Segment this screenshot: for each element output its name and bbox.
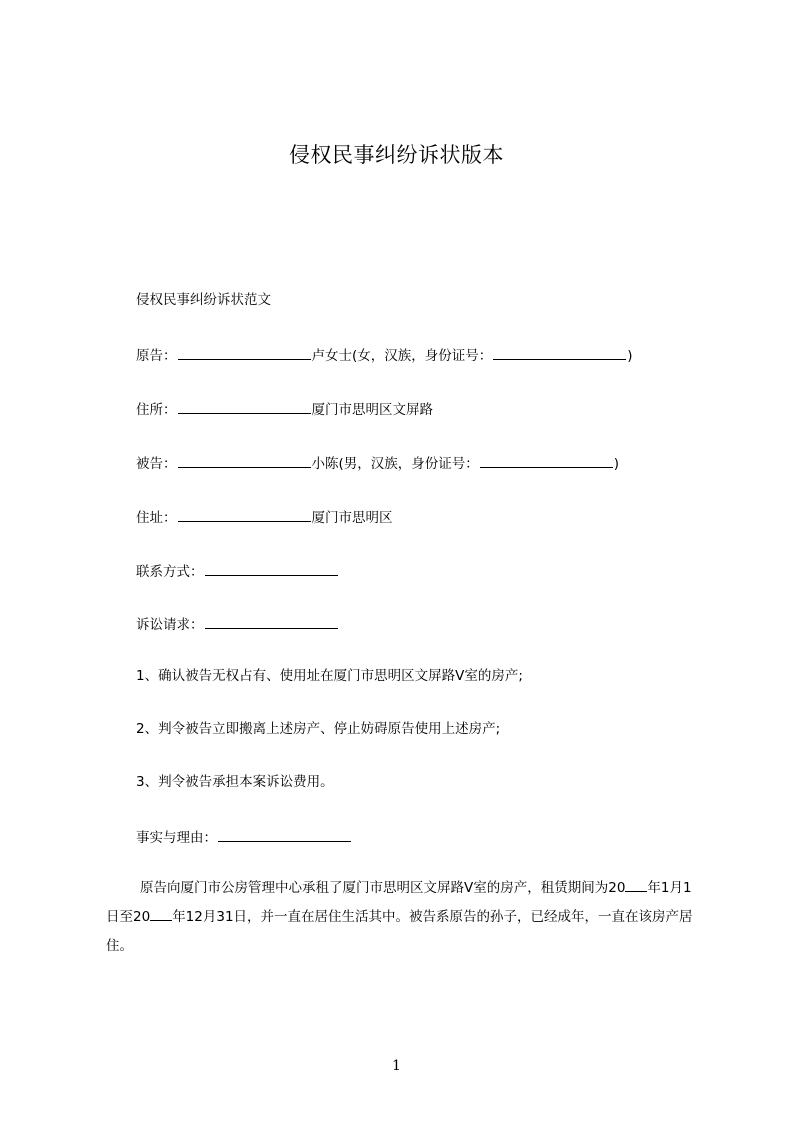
facts-paragraph bbox=[106, 874, 696, 961]
contact-blank bbox=[205, 560, 338, 576]
facts-heading-blank bbox=[218, 826, 351, 842]
defendant-label: 被告： bbox=[136, 456, 177, 472]
facts-text-part1: 原告向厦门市公房管理中心承租了厦门市思明区文屏路Ⅴ室的房产，租赁期间为20 bbox=[140, 880, 626, 896]
claims-heading-blank bbox=[205, 613, 338, 629]
plaintiff-name-blank bbox=[178, 344, 311, 360]
plaintiff-address-blank bbox=[178, 398, 311, 414]
defendant-address-line bbox=[136, 506, 393, 528]
defendant-close-paren: ) bbox=[613, 456, 620, 472]
defendant-name-blank bbox=[178, 452, 311, 468]
facts-heading-label: 事实与理由： bbox=[136, 830, 217, 846]
plaintiff-name: 卢女士(女，汉族，身份证号： bbox=[311, 348, 493, 364]
facts-heading-line bbox=[136, 826, 352, 848]
defendant-address-value: 厦门市思明区 bbox=[311, 510, 393, 526]
defendant-name: 小陈(男，汉族，身份证号： bbox=[311, 456, 479, 472]
plaintiff-id-blank bbox=[493, 344, 626, 360]
contact-line bbox=[136, 560, 339, 582]
claim-item: 3、判令被告承担本案诉讼费用。 bbox=[136, 774, 334, 790]
plaintiff-label: 原告： bbox=[136, 348, 177, 364]
claim-item: 2、判令被告立即搬离上述房产、停止妨碍原告使用上述房产; bbox=[136, 721, 501, 737]
plaintiff-address-label: 住所： bbox=[136, 402, 177, 418]
page-number: 1 bbox=[392, 1058, 401, 1074]
plaintiff-line bbox=[136, 344, 633, 366]
contact-label: 联系方式： bbox=[136, 564, 204, 580]
facts-text-part2: 年1月1日至20 bbox=[106, 880, 692, 925]
facts-text-part3: 年12月31日，并一直在居住生活其中。被告系原告的孙子，已经成年，一直在该房产居住。 bbox=[106, 909, 693, 954]
defendant-address-label: 住址： bbox=[136, 510, 177, 526]
defendant-line bbox=[136, 452, 619, 474]
document-subtitle: 侵权民事纠纷诉状范文 bbox=[136, 292, 271, 308]
facts-year-blank-2 bbox=[150, 905, 172, 921]
claims-heading-label: 诉讼请求： bbox=[136, 617, 204, 633]
facts-year-blank-1 bbox=[625, 876, 647, 892]
document-title: 侵权民事纠纷诉状版本 bbox=[289, 143, 504, 167]
plaintiff-address-value: 厦门市思明区文屏路 bbox=[311, 402, 433, 418]
plaintiff-address-line bbox=[136, 398, 433, 420]
claims-heading-line bbox=[136, 613, 339, 635]
claim-item: 1、确认被告无权占有、使用址在厦门市思明区文屏路Ⅴ室的房产; bbox=[136, 668, 523, 684]
defendant-address-blank bbox=[178, 506, 311, 522]
plaintiff-close-paren: ) bbox=[627, 348, 633, 364]
defendant-id-blank bbox=[480, 452, 613, 468]
